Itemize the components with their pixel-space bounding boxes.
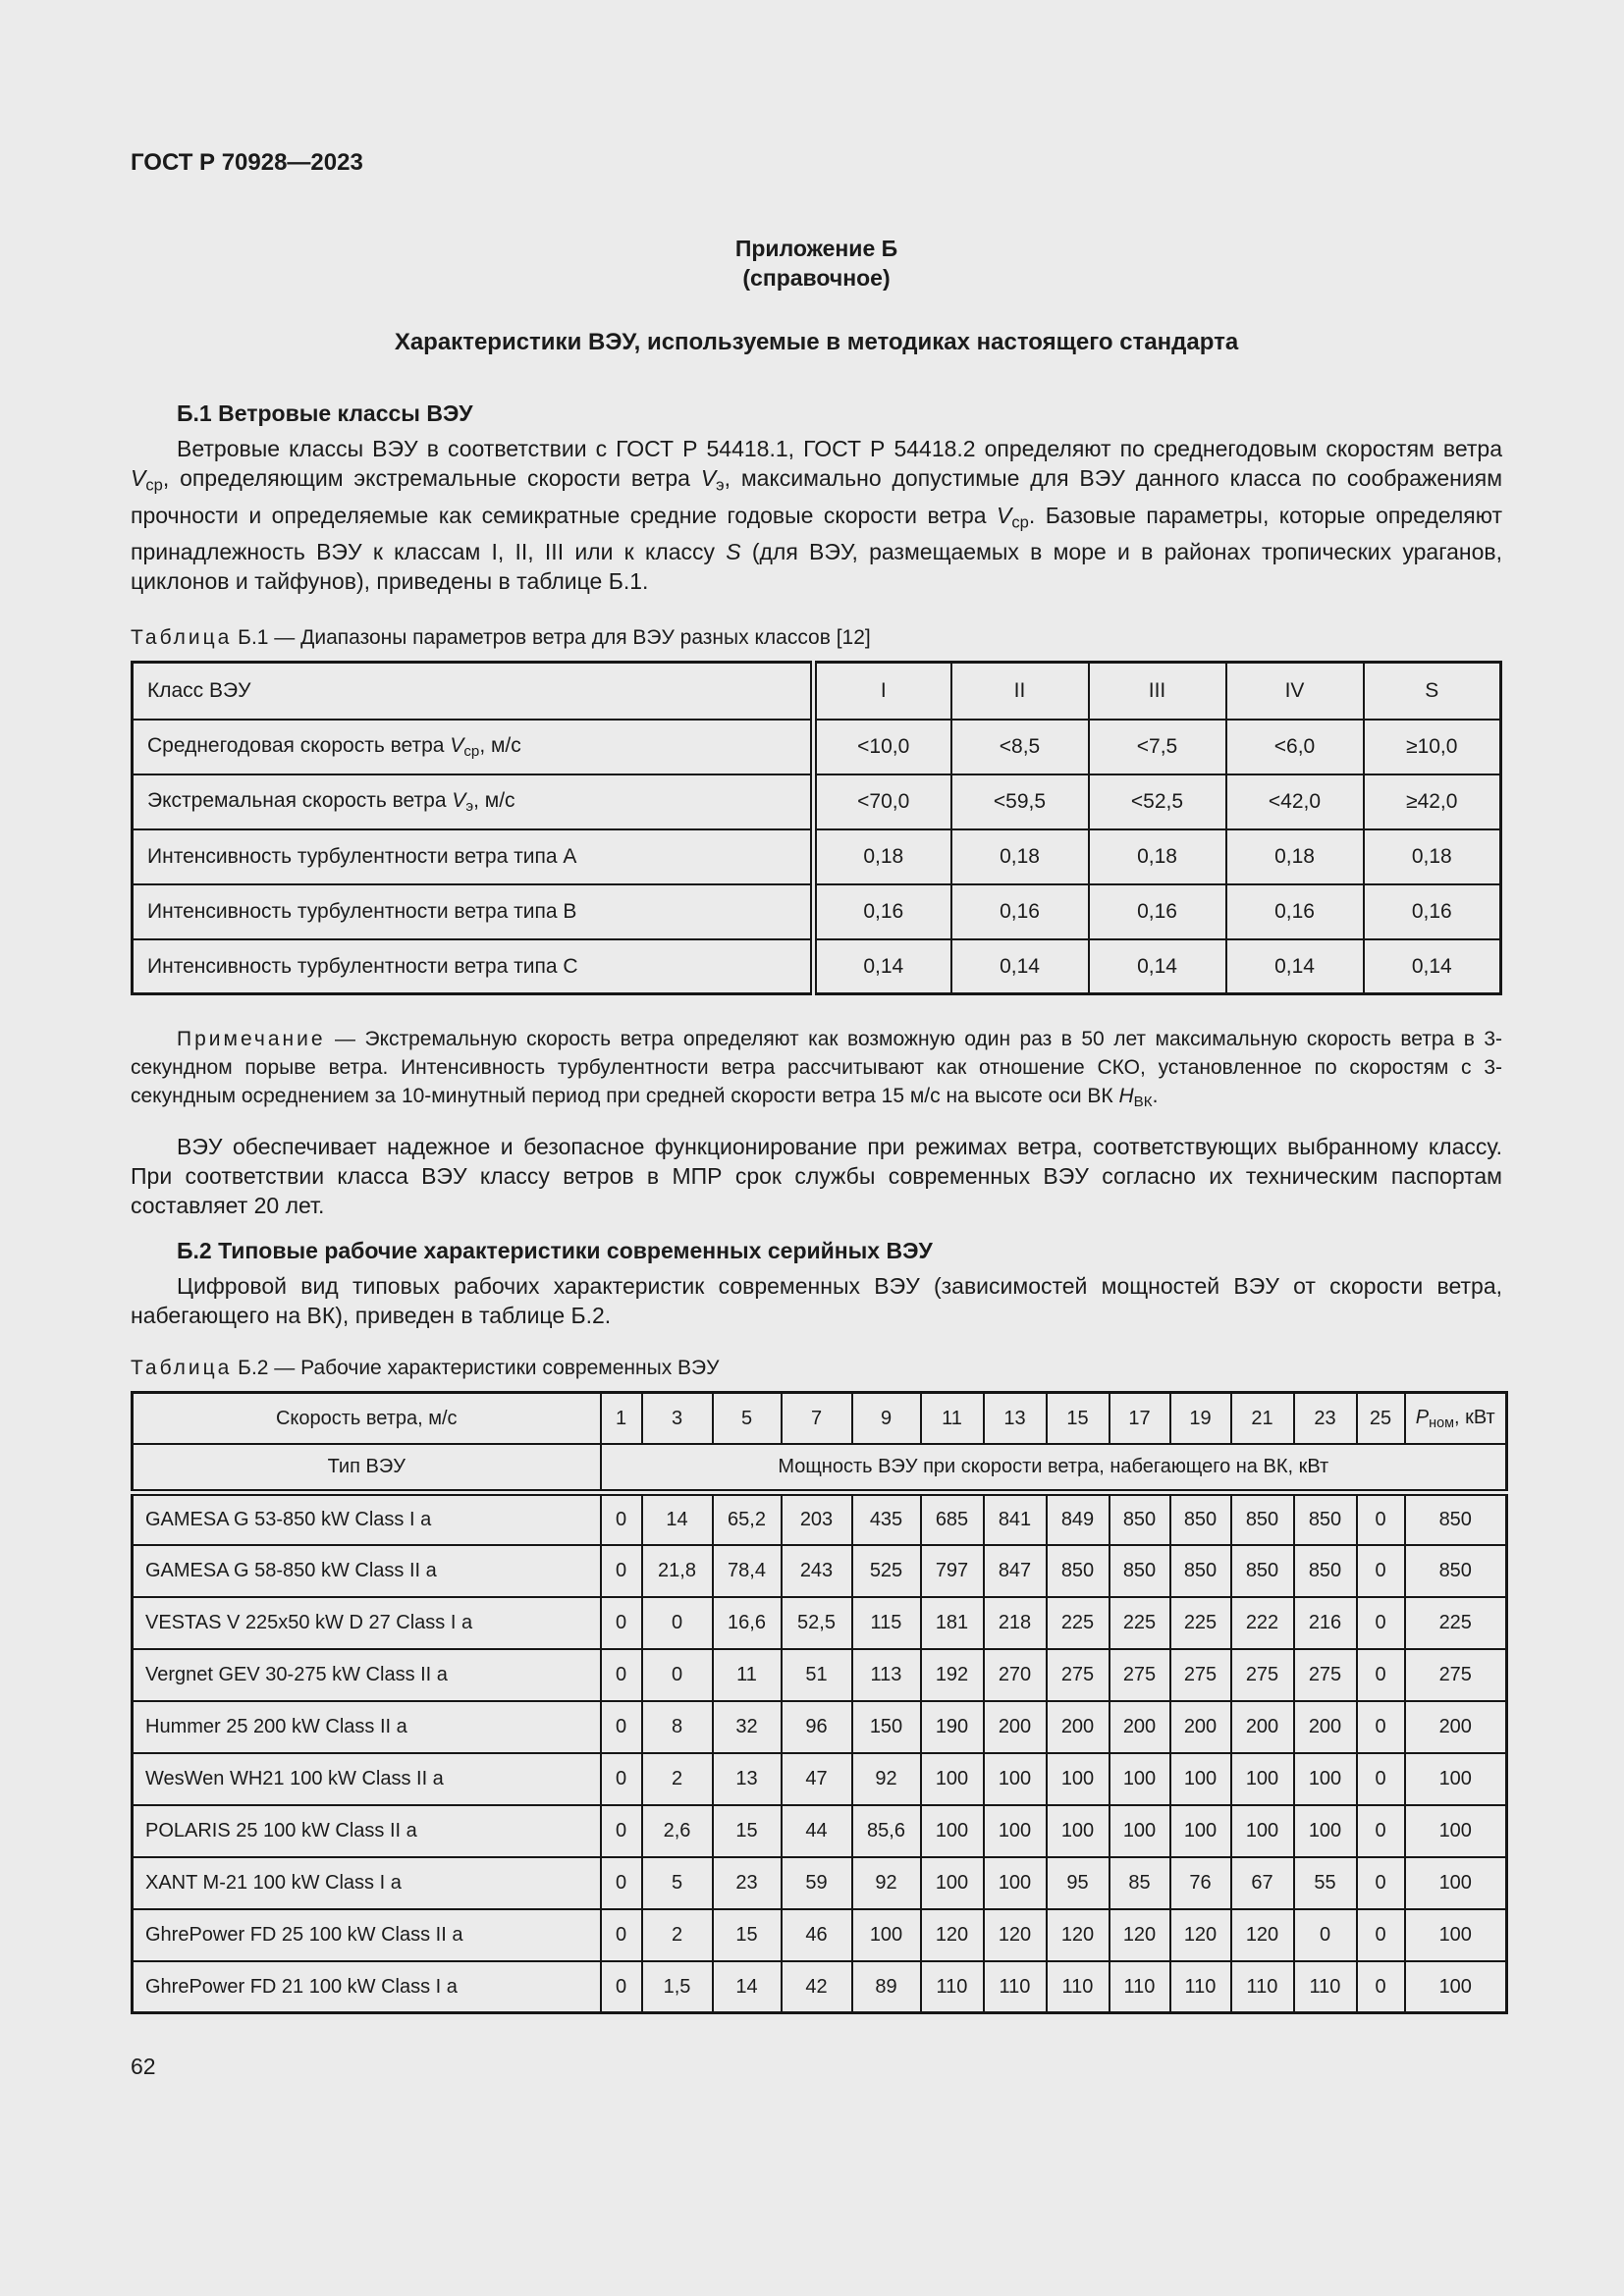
value-cell: 0,18 [814,829,951,884]
power-value-cell: 275 [1170,1649,1231,1701]
row-label-cell [133,774,814,829]
power-value-cell: 21,8 [642,1545,713,1597]
power-value-cell: 46 [782,1909,852,1961]
power-value-cell: 270 [984,1649,1047,1701]
power-value-cell: 55 [1294,1857,1357,1909]
turbine-type-cell: GhrePower FD 21 100 kW Class I a [133,1961,601,2013]
power-value-cell: 100 [1047,1753,1110,1805]
text-segment: V [452,788,466,812]
value-cell: <7,5 [1089,720,1226,774]
power-value-cell: 67 [1231,1857,1294,1909]
text-segment: (для ВЭУ, размещаемых в море и в районах тропических ураганов, циклонов и тайфунов), приведены в таблице Б.1. [131,539,1502,595]
text-segment: Среднегодовая скорость ветра [147,733,451,757]
table-row [133,829,1501,884]
power-value-cell: 0 [601,1857,642,1909]
text-segment: Экстремальная скорость ветра [147,788,453,812]
table-row [133,1753,1507,1805]
page-number: 62 [131,2054,156,2080]
power-value-cell: 0 [601,1649,642,1701]
power-value-cell: 0 [1357,1805,1405,1857]
speed-value-header-cell: 13 [984,1393,1047,1444]
speed-value-header-cell: 15 [1047,1393,1110,1444]
power-value-cell: 0 [1357,1961,1405,2013]
text-segment: P [1415,1406,1430,1428]
power-value-cell: 243 [782,1545,852,1597]
power-value-cell: 100 [921,1857,984,1909]
power-value-cell: 100 [984,1753,1047,1805]
row-label-cell [133,829,814,884]
value-cell: <8,5 [951,720,1089,774]
text-segment: э [465,797,474,815]
power-value-cell: 8 [642,1701,713,1753]
power-value-cell: 192 [921,1649,984,1701]
row-label-cell [133,939,814,994]
table-b1-caption [131,625,1502,651]
table-row [133,1805,1507,1857]
value-cell: 0,16 [951,884,1089,939]
power-value-cell: 85 [1110,1857,1170,1909]
power-header-cell: Мощность ВЭУ при скорости ветра, набегающего на ВК, кВт [601,1444,1507,1493]
power-value-cell: 51 [782,1649,852,1701]
text-segment: Таблица [131,626,233,650]
paragraph-b1-2: ВЭУ обеспечивает надежное и безопасное функционирование при режимах ветра, соответствующих выбранному классу. При соответствии класса ВЭУ классу ветров в МПР срок службы современных ВЭУ согласно их техническим паспортам составляет 20 лет. [131,1134,1502,1219]
power-value-cell: 100 [1170,1753,1231,1805]
power-value-cell: 14 [642,1493,713,1545]
power-value-cell: 85,6 [852,1805,921,1857]
power-value-cell: 16,6 [713,1597,782,1649]
table-b2 [131,1391,1508,2014]
power-value-cell: 0 [601,1805,642,1857]
power-value-cell: 850 [1170,1493,1231,1545]
power-value-cell: 110 [1231,1961,1294,2013]
value-cell: 0,18 [1364,829,1501,884]
power-value-cell: 850 [1294,1545,1357,1597]
power-value-cell: 200 [1294,1701,1357,1753]
turbine-type-cell: VESTAS V 225x50 kW D 27 Class I a [133,1597,601,1649]
power-value-cell: 0 [601,1753,642,1805]
power-value-cell: 0 [601,1493,642,1545]
power-value-cell: 0 [1357,1909,1405,1961]
power-value-cell: 0 [601,1701,642,1753]
turbine-type-cell: XANT M-21 100 kW Class I a [133,1857,601,1909]
power-value-cell: 120 [921,1909,984,1961]
table-b2-body [133,1393,1507,2013]
header-doc-code: ГОСТ Р 70928—2023 [131,149,363,176]
power-value-cell: 95 [1047,1857,1110,1909]
text-segment: H [1118,1085,1134,1108]
text-segment: Б.2 — Рабочие характеристики современных ВЭУ [232,1357,720,1380]
value-cell: 0,16 [1089,884,1226,939]
power-value-cell: 0 [601,1597,642,1649]
value-cell: 0,16 [814,884,951,939]
power-value-cell: 200 [1231,1701,1294,1753]
power-value-cell: 850 [1231,1493,1294,1545]
value-cell: <10,0 [814,720,951,774]
text-segment: ср [145,475,163,495]
power-value-cell: 110 [984,1961,1047,2013]
power-value-cell: 14 [713,1961,782,2013]
power-value-cell: 216 [1294,1597,1357,1649]
speed-value-header-cell: 25 [1357,1393,1405,1444]
power-value-cell: 0 [642,1649,713,1701]
power-value-cell: 100 [984,1805,1047,1857]
table-row [133,884,1501,939]
speed-header-cell: Скорость ветра, м/с [133,1393,601,1444]
power-value-cell: 225 [1047,1597,1110,1649]
value-cell: 0,14 [1226,939,1364,994]
value-cell: 0,18 [951,829,1089,884]
power-value-cell: 110 [1047,1961,1110,2013]
power-value-cell: 150 [852,1701,921,1753]
power-value-cell: 44 [782,1805,852,1857]
power-value-cell: 225 [1110,1597,1170,1649]
power-value-cell: 850 [1170,1545,1231,1597]
power-value-cell: 525 [852,1545,921,1597]
power-value-cell: 100 [1110,1805,1170,1857]
text-segment: , определяющим экстремальные скорости ветра [162,465,701,491]
paragraph-b1 [131,434,1502,596]
power-value-cell: 222 [1231,1597,1294,1649]
pnom-value-cell: 100 [1405,1909,1507,1961]
power-value-cell: 1,5 [642,1961,713,2013]
table-row [133,1393,1507,1444]
value-cell: 0,14 [814,939,951,994]
power-value-cell: 200 [1110,1701,1170,1753]
table-row [133,1649,1507,1701]
text-segment: Примечание [177,1028,326,1051]
power-value-cell: 275 [1231,1649,1294,1701]
power-value-cell: 0 [1357,1493,1405,1545]
power-value-cell: 850 [1294,1493,1357,1545]
power-value-cell: 32 [713,1701,782,1753]
power-value-cell: 275 [1047,1649,1110,1701]
speed-value-header-cell: 11 [921,1393,984,1444]
table-row [133,663,1501,720]
power-value-cell: 59 [782,1857,852,1909]
value-cell: <52,5 [1089,774,1226,829]
turbine-type-cell: Vergnet GEV 30-275 kW Class II a [133,1649,601,1701]
text-segment: V [131,465,146,491]
value-cell: 0,16 [1226,884,1364,939]
speed-value-header-cell: 23 [1294,1393,1357,1444]
page-content [131,0,1502,2080]
table-header-cell: III [1089,663,1226,720]
paragraph-b2: Цифровой вид типовых рабочих характеристик современных ВЭУ (зависимостей мощностей ВЭУ от скорости ветра, набегающего на ВК), приведен в таблице Б.2. [131,1273,1502,1329]
power-value-cell: 120 [984,1909,1047,1961]
power-value-cell: 847 [984,1545,1047,1597]
text-segment: S [726,539,741,565]
table-header-cell: II [951,663,1089,720]
text-segment: Б.1 — Диапазоны параметров ветра для ВЭУ разных классов [12] [232,626,871,650]
text-segment: Интенсивность турбулентности ветра типа A [147,844,577,868]
pnom-value-cell: 225 [1405,1597,1507,1649]
power-value-cell: 120 [1110,1909,1170,1961]
power-value-cell: 100 [921,1805,984,1857]
power-value-cell: 850 [1110,1493,1170,1545]
value-cell: 0,14 [1089,939,1226,994]
value-cell: <59,5 [951,774,1089,829]
text-segment: . Базовые параметры, которые определяют принадлежность ВЭУ к классам I, II, III или к классу [131,502,1502,565]
pnom-value-cell: 850 [1405,1545,1507,1597]
table-row [133,939,1501,994]
text-segment: , максимально допустимые для ВЭУ данного класса по соображениям прочности и определяемые как семикратные средние годовые скорости ветра [131,465,1503,528]
table-row [133,1545,1507,1597]
value-cell: 0,14 [1364,939,1501,994]
text-segment: V [700,465,717,491]
value-cell: 0,16 [1364,884,1501,939]
power-value-cell: 52,5 [782,1597,852,1649]
power-value-cell: 15 [713,1805,782,1857]
value-cell: <42,0 [1226,774,1364,829]
speed-value-header-cell: 19 [1170,1393,1231,1444]
power-value-cell: 0 [1357,1649,1405,1701]
power-value-cell: 23 [713,1857,782,1909]
table-b1-body [133,663,1501,994]
power-value-cell: 42 [782,1961,852,2013]
speed-value-header-cell: 1 [601,1393,642,1444]
power-value-cell: 92 [852,1753,921,1805]
power-value-cell: 110 [1110,1961,1170,2013]
value-cell: ≥10,0 [1364,720,1501,774]
table-b1-note [131,1025,1502,1116]
power-value-cell: 200 [984,1701,1047,1753]
value-cell: ≥42,0 [1364,774,1501,829]
text-segment: Ветровые классы ВЭУ в соответствии с ГОСТ Р 54418.1, ГОСТ Р 54418.2 определяют по среднегодовым скоростям ветра [177,436,1502,461]
power-value-cell: 47 [782,1753,852,1805]
speed-value-header-cell: 3 [642,1393,713,1444]
power-value-cell: 0 [601,1545,642,1597]
text-segment: — Экстремальную скорость ветра определяют как возможную один раз в 50 лет максимальную скорость ветра в 3-секундном порыве ветра. Интенсивность турбулентности ветра рассчитывают как отношение СКО, установленное по скоростям с 3-секундным осреднением за 10-минутный период при средней скорости ветра 15 м/с на высоте оси ВК [131,1028,1502,1108]
power-value-cell: 11 [713,1649,782,1701]
table-row [133,1597,1507,1649]
power-value-cell: 275 [1110,1649,1170,1701]
power-value-cell: 110 [1170,1961,1231,2013]
power-value-cell: 850 [1047,1545,1110,1597]
text-segment: , м/с [473,788,515,812]
power-value-cell: 65,2 [713,1493,782,1545]
text-segment: ВК [1133,1094,1153,1111]
text-segment: Интенсивность турбулентности ветра типа B [147,899,577,923]
power-value-cell: 100 [852,1909,921,1961]
power-value-cell: 15 [713,1909,782,1961]
pnom-value-cell: 275 [1405,1649,1507,1701]
text-segment: V [450,733,464,757]
value-cell: <6,0 [1226,720,1364,774]
speed-value-header-cell: 17 [1110,1393,1170,1444]
table-b2-caption [131,1356,1502,1381]
power-value-cell: 76 [1170,1857,1231,1909]
value-cell: 0,18 [1089,829,1226,884]
pnom-value-cell: 850 [1405,1493,1507,1545]
pnom-value-cell: 200 [1405,1701,1507,1753]
text-segment: . [1152,1085,1159,1108]
power-value-cell: 0 [1357,1701,1405,1753]
power-value-cell: 849 [1047,1493,1110,1545]
row-label-cell [133,720,814,774]
power-value-cell: 120 [1170,1909,1231,1961]
turbine-type-cell: Hummer 25 200 kW Class II a [133,1701,601,1753]
speed-value-header-cell: 7 [782,1393,852,1444]
table-row [133,1701,1507,1753]
table-row [133,1493,1507,1545]
section-b2-heading: Б.2 Типовые рабочие характеристики современных серийных ВЭУ [177,1238,933,1264]
appendix-label: Приложение Б [734,236,898,261]
pnom-header-cell [1405,1393,1507,1444]
power-value-cell: 100 [1170,1805,1231,1857]
text-segment: , м/с [479,733,521,757]
power-value-cell: 797 [921,1545,984,1597]
power-value-cell: 100 [1231,1753,1294,1805]
power-value-cell: 100 [1231,1805,1294,1857]
power-value-cell: 435 [852,1493,921,1545]
power-value-cell: 0 [601,1909,642,1961]
power-value-cell: 190 [921,1701,984,1753]
pnom-value-cell: 100 [1405,1961,1507,2013]
power-value-cell: 850 [1110,1545,1170,1597]
turbine-type-cell: GhrePower FD 25 100 kW Class II a [133,1909,601,1961]
power-value-cell: 200 [1047,1701,1110,1753]
speed-value-header-cell: 5 [713,1393,782,1444]
power-value-cell: 100 [1294,1805,1357,1857]
text-segment: Интенсивность турбулентности ветра типа C [147,954,578,978]
text-segment: э [716,475,725,495]
text-segment: , кВт [1454,1406,1495,1428]
power-value-cell: 850 [1231,1545,1294,1597]
power-value-cell: 2 [642,1909,713,1961]
power-value-cell: 100 [984,1857,1047,1909]
pnom-value-cell: 100 [1405,1857,1507,1909]
power-value-cell: 89 [852,1961,921,2013]
power-value-cell: 685 [921,1493,984,1545]
table-row [133,1909,1507,1961]
turbine-type-cell: WesWen WH21 100 kW Class II a [133,1753,601,1805]
power-value-cell: 100 [1110,1753,1170,1805]
text-segment: ср [463,742,480,760]
power-value-cell: 2 [642,1753,713,1805]
power-value-cell: 100 [921,1753,984,1805]
power-value-cell: 0 [642,1597,713,1649]
power-value-cell: 0 [1357,1545,1405,1597]
value-cell: 0,14 [951,939,1089,994]
page-title: Характеристики ВЭУ, используемые в методиках настоящего стандарта [394,329,1239,355]
power-value-cell: 0 [601,1961,642,2013]
power-value-cell: 110 [921,1961,984,2013]
table-header-cell: Класс ВЭУ [133,663,814,720]
table-row [133,1961,1507,2013]
power-value-cell: 0 [1294,1909,1357,1961]
table-b1 [131,661,1502,995]
turbine-type-cell: POLARIS 25 100 kW Class II a [133,1805,601,1857]
speed-value-header-cell: 21 [1231,1393,1294,1444]
appendix-note: (справочное) [742,265,891,291]
row-label-cell [133,884,814,939]
power-value-cell: 0 [1357,1597,1405,1649]
pnom-value-cell: 100 [1405,1805,1507,1857]
text-segment: V [997,502,1012,528]
power-value-cell: 0 [1357,1753,1405,1805]
power-value-cell: 115 [852,1597,921,1649]
type-header-cell: Тип ВЭУ [133,1444,601,1493]
power-value-cell: 2,6 [642,1805,713,1857]
power-value-cell: 100 [1294,1753,1357,1805]
text-segment: ср [1011,512,1029,532]
power-value-cell: 120 [1047,1909,1110,1961]
power-value-cell: 218 [984,1597,1047,1649]
table-row [133,1444,1507,1493]
power-value-cell: 0 [1357,1857,1405,1909]
power-value-cell: 225 [1170,1597,1231,1649]
table-row [133,774,1501,829]
power-value-cell: 203 [782,1493,852,1545]
power-value-cell: 96 [782,1701,852,1753]
value-cell: <70,0 [814,774,951,829]
power-value-cell: 275 [1294,1649,1357,1701]
power-value-cell: 181 [921,1597,984,1649]
table-header-cell: S [1364,663,1501,720]
text-segment: ном [1429,1415,1454,1431]
turbine-type-cell: GAMESA G 53-850 kW Class I a [133,1493,601,1545]
power-value-cell: 13 [713,1753,782,1805]
table-header-cell: IV [1226,663,1364,720]
power-value-cell: 113 [852,1649,921,1701]
power-value-cell: 200 [1170,1701,1231,1753]
power-value-cell: 841 [984,1493,1047,1545]
table-row [133,720,1501,774]
power-value-cell: 5 [642,1857,713,1909]
table-row [133,1857,1507,1909]
table-header-cell: I [814,663,951,720]
section-b1-heading: Б.1 Ветровые классы ВЭУ [177,400,473,426]
power-value-cell: 110 [1294,1961,1357,2013]
turbine-type-cell: GAMESA G 58-850 kW Class II a [133,1545,601,1597]
value-cell: 0,18 [1226,829,1364,884]
power-value-cell: 78,4 [713,1545,782,1597]
text-segment: Таблица [131,1357,233,1380]
speed-value-header-cell: 9 [852,1393,921,1444]
power-value-cell: 120 [1231,1909,1294,1961]
power-value-cell: 100 [1047,1805,1110,1857]
pnom-value-cell: 100 [1405,1753,1507,1805]
power-value-cell: 92 [852,1857,921,1909]
